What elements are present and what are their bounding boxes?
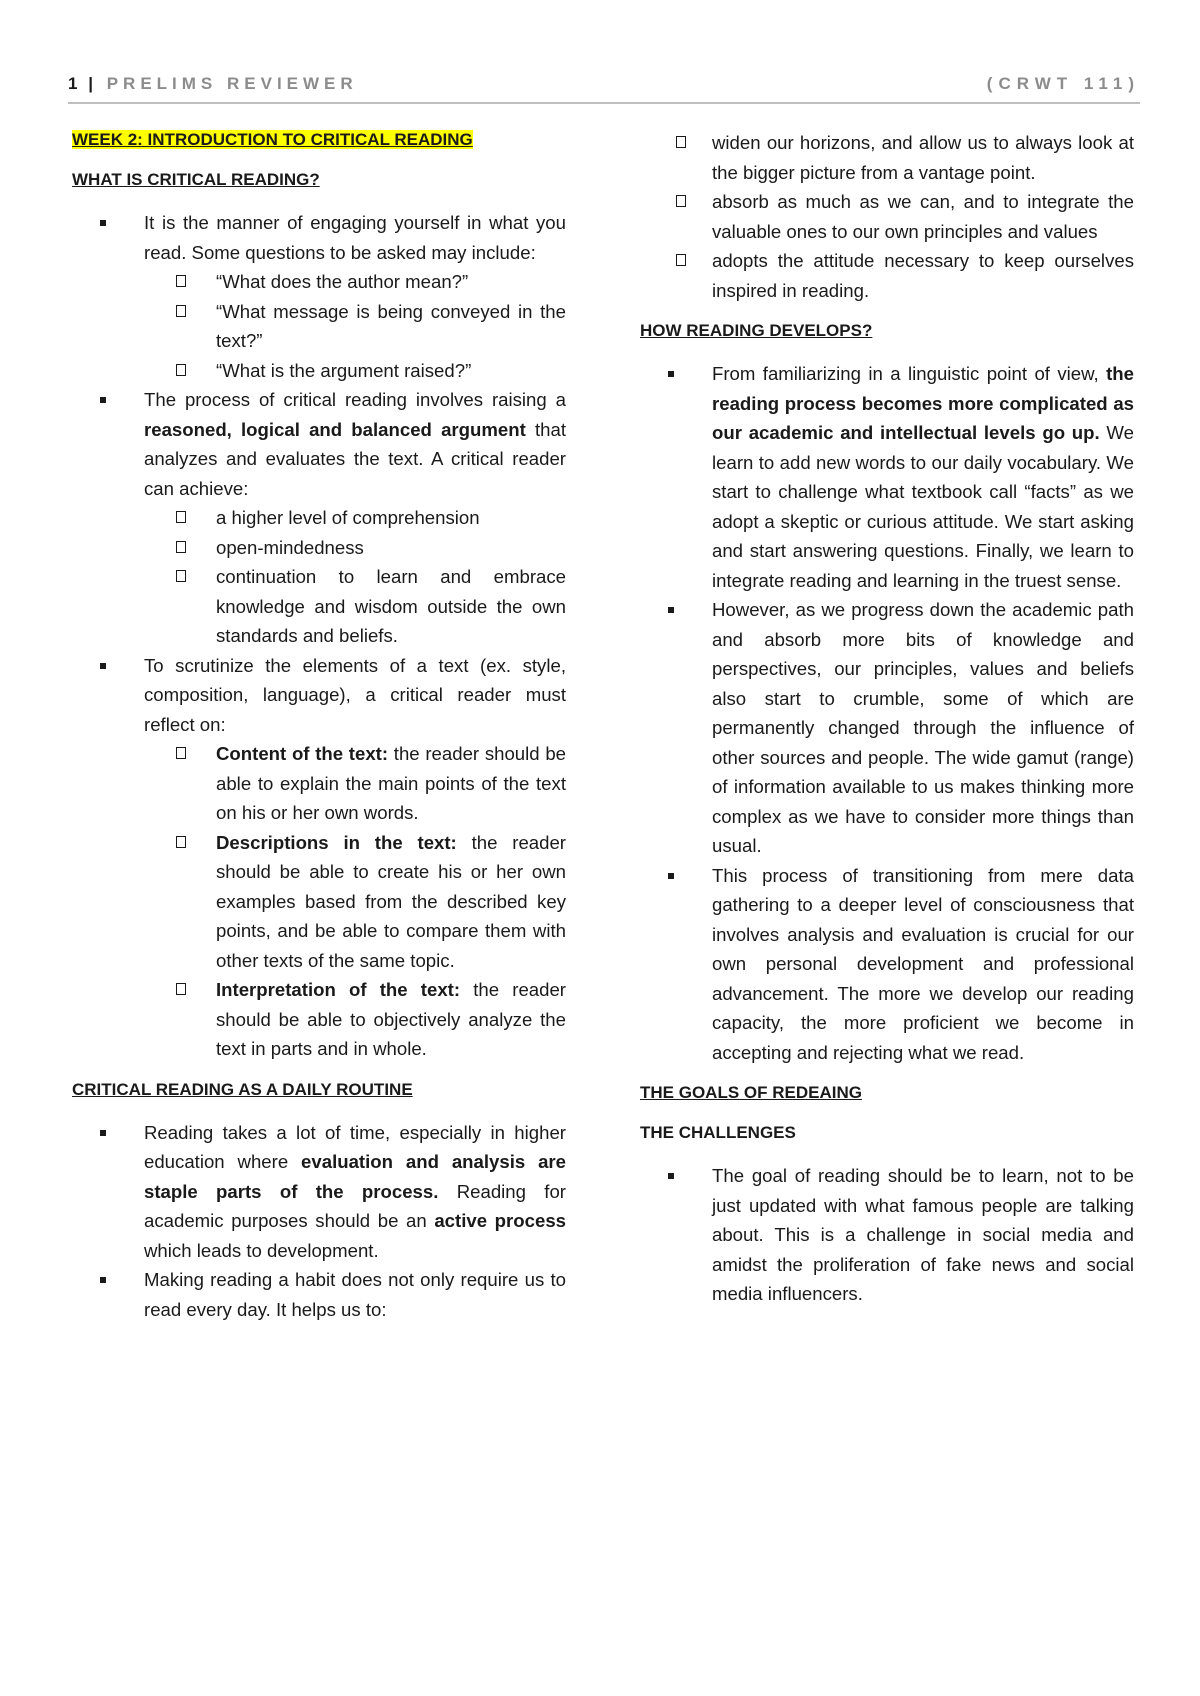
- checkbox-bullet-icon: [676, 254, 686, 266]
- square-bullet-icon: [668, 371, 674, 377]
- question-sublist: [144, 267, 566, 385]
- list-item-bold-text: reasoned, logical and balanced argument: [144, 418, 526, 440]
- checkbox-bullet-icon: [676, 195, 686, 207]
- list-item-text: It is the manner of engaging yourself in what you read. Some questions to be asked may include:: [144, 212, 566, 263]
- list-item-text: We learn to add new words to our daily vocabulary. We start to challenge what textbook call “facts” as we adopt a skeptic or curious attitude. We start asking and start answering questions. Finally, we learn to integrate reading and learning in the truest sense.: [712, 422, 1134, 591]
- list-item: [72, 1265, 566, 1324]
- checkbox-bullet-icon: [176, 836, 186, 848]
- list-item-text: The process of critical reading involves raising a: [144, 389, 566, 410]
- right-column: [640, 128, 1134, 1323]
- header-course-code: (CRWT 111): [986, 74, 1140, 93]
- header-title: PRELIMS REVIEWER: [106, 74, 358, 93]
- square-bullet-icon: [100, 1277, 106, 1283]
- daily-routine-heading: CRITICAL READING AS A DAILY ROUTINE: [72, 1079, 413, 1099]
- list-item-text: However, as we progress down the academic path and absorb more bits of knowledge and perspectives, our principles, values and beliefs also start to crumble, some of which are permanently changed through the influence of other sources and people. The wide gamut (range) of information available to us makes thinking more complex as we have to consider more things than usual.: [712, 599, 1134, 856]
- sublist-item: [640, 187, 1134, 246]
- list-item-text: This process of transitioning from mere data gathering to a deeper level of consciousness that involves analysis and evaluation is crucial for our own personal development and professional advancement. The more we develop our reading capacity, the more proficient we become in accepting and rejecting what we read.: [712, 864, 1134, 1063]
- sublist-item-text: the reader should be able to create his or her own examples based from the described key points, and be able to compare them with other texts of the same topic.: [216, 831, 566, 971]
- checkbox-bullet-icon: [176, 541, 186, 553]
- list-item-text: Reading for academic purposes should be an: [144, 1180, 567, 1231]
- challenges-heading: THE CHALLENGES: [640, 1123, 796, 1142]
- sublist-item: [144, 503, 566, 533]
- left-column: [72, 128, 566, 1338]
- checkbox-bullet-icon: [176, 275, 186, 287]
- list-item: [72, 1118, 566, 1266]
- challenges-list: [640, 1161, 1134, 1309]
- page-header: [68, 74, 1140, 104]
- checkbox-bullet-icon: [176, 983, 186, 995]
- sublist-item-text: widen our horizons, and allow us to always look at the bigger picture from a vantage point.: [712, 132, 1134, 183]
- square-bullet-icon: [668, 1173, 674, 1179]
- sublist-item: [144, 356, 566, 386]
- sublist-item-text: “What does the author mean?”: [216, 271, 469, 292]
- checkbox-bullet-icon: [176, 570, 186, 582]
- list-item: [72, 385, 566, 651]
- list-item: [640, 1161, 1134, 1309]
- list-item: [640, 359, 1134, 595]
- checkbox-bullet-icon: [176, 364, 186, 376]
- sublist-item: [640, 128, 1134, 187]
- list-item-text: The goal of reading should be to learn, not to be just updated with what famous people are talking about. This is a challenge in social media and amidst the proliferation of fake news and social media influencers.: [712, 1165, 1134, 1304]
- list-item: [72, 651, 566, 1064]
- sublist-item-text: the reader should be able to explain the main points of the text on his or her own words.: [216, 743, 567, 823]
- page-number: 1: [68, 74, 79, 93]
- sublist-item: [640, 246, 1134, 305]
- reflect-sublist: [144, 739, 566, 1064]
- list-item: [72, 208, 566, 385]
- sublist-item: [144, 297, 566, 356]
- square-bullet-icon: [100, 663, 106, 669]
- list-item: [640, 595, 1134, 861]
- what-is-critical-reading-heading: WHAT IS CRITICAL READING?: [72, 170, 320, 189]
- square-bullet-icon: [668, 607, 674, 613]
- develops-list: [640, 359, 1134, 1067]
- sublist-item: [144, 562, 566, 651]
- sublist-item: [144, 533, 566, 563]
- helps-us-list: [640, 128, 1134, 305]
- list-item-text: which leads to development.: [144, 1239, 379, 1261]
- list-item-text: From familiarizing in a linguistic point of view,: [712, 363, 1107, 384]
- sublist-item: [144, 975, 566, 1064]
- sublist-item-text: “What is the argument raised?”: [216, 359, 472, 381]
- list-item-text: that analyzes and evaluates the text. A critical reader can achieve:: [144, 418, 566, 499]
- square-bullet-icon: [100, 1130, 106, 1136]
- list-item-bold-text: evaluation and analysis are staple parts of the process.: [144, 1151, 567, 1202]
- sublist-item-bold-text: Interpretation of the text:: [216, 979, 461, 1000]
- sublist-item-bold-text: Descriptions in the text:: [216, 831, 457, 853]
- sublist-item: [144, 828, 566, 976]
- sublist-item: [144, 267, 566, 297]
- achieve-sublist: [144, 503, 566, 651]
- list-item-text: Making reading a habit does not only require us to read every day. It helps us to:: [144, 1269, 566, 1320]
- square-bullet-icon: [100, 220, 106, 226]
- square-bullet-icon: [668, 873, 674, 879]
- square-bullet-icon: [100, 397, 106, 403]
- list-item-bold-text: active process: [434, 1210, 567, 1231]
- sublist-item-text: adopts the attitude necessary to keep ourselves inspired in reading.: [712, 250, 1134, 301]
- sublist-item-text: a higher level of comprehension: [216, 507, 480, 528]
- sublist-item-text: open-mindedness: [216, 536, 364, 558]
- how-reading-develops-heading: HOW READING DEVELOPS?: [640, 321, 873, 340]
- list-item-text: To scrutinize the elements of a text (ex. style, composition, language), a critical reader must reflect on:: [144, 654, 566, 735]
- checkbox-bullet-icon: [176, 747, 186, 759]
- sublist-item: [144, 739, 566, 828]
- list-item-bold-text: the reading process becomes more complicated as our academic and intellectual levels go up.: [712, 363, 1134, 443]
- checkbox-bullet-icon: [176, 511, 186, 523]
- header-separator: |: [88, 74, 95, 93]
- sublist-item-text: continuation to learn and embrace knowledge and wisdom outside the own standards and beliefs.: [216, 566, 566, 646]
- list-item-text: Reading takes a lot of time, especially in higher education where: [144, 1121, 566, 1172]
- sublist-item-text: absorb as much as we can, and to integrate the valuable ones to our own principles and values: [712, 191, 1134, 242]
- goals-of-reading-heading: THE GOALS OF REDEAING: [640, 1083, 862, 1102]
- checkbox-bullet-icon: [176, 305, 186, 317]
- week-heading: [72, 128, 566, 152]
- sublist-item-bold-text: Content of the text:: [216, 743, 389, 764]
- checkbox-bullet-icon: [676, 136, 686, 148]
- sublist-item-text: the reader should be able to objectively analyze the text in parts and in whole.: [216, 979, 567, 1059]
- week-heading-text: WEEK 2: INTRODUCTION TO CRITICAL READING: [72, 130, 473, 149]
- daily-routine-list: [72, 1118, 566, 1325]
- sublist-item-text: “What message is being conveyed in the text?”: [216, 300, 566, 351]
- critical-reading-list: [72, 208, 566, 1064]
- list-item: [640, 861, 1134, 1068]
